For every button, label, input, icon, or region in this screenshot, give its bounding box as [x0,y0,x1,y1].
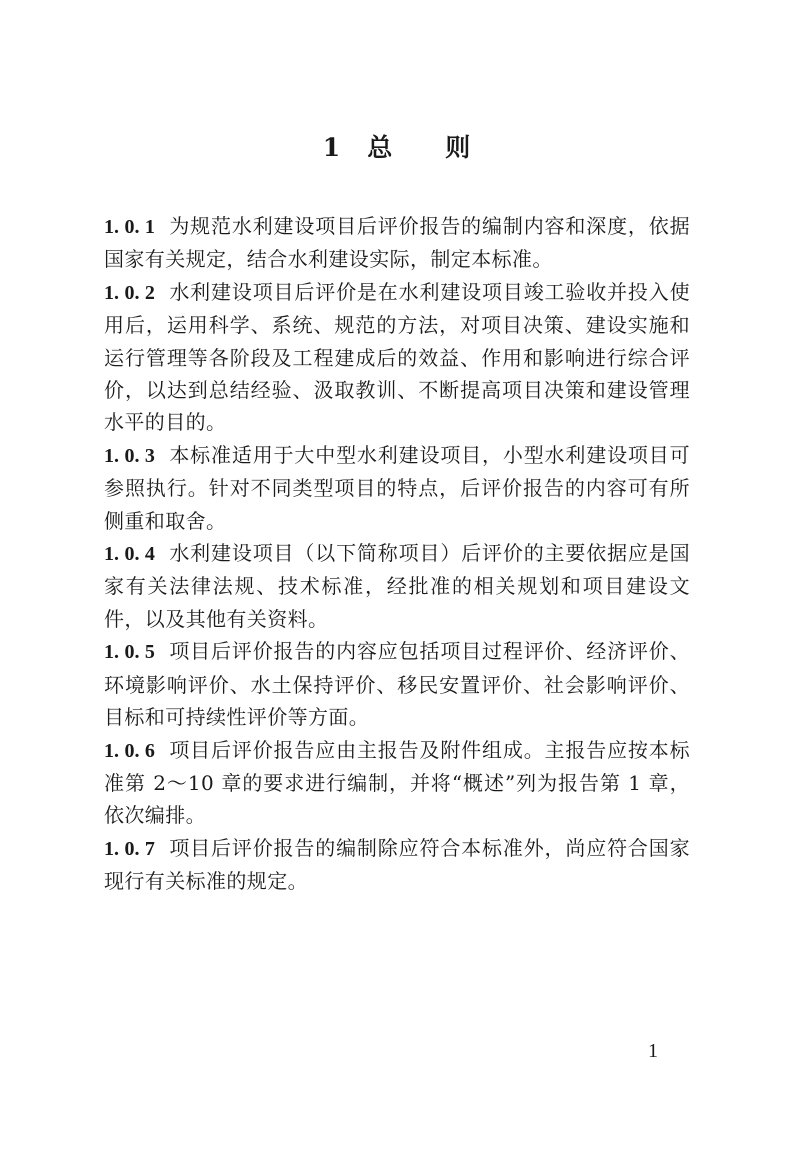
clause-1-0-7 [104,832,690,898]
clause-number: 1. 0. 6 [104,739,155,762]
clause-1-0-6 [104,734,690,832]
chapter-number: 1 [322,133,342,162]
chapter-title-text: 总 则 [367,133,472,162]
clause-number: 1. 0. 7 [104,837,155,860]
clause-1-0-2 [104,276,690,439]
clause-number: 1. 0. 2 [104,281,155,304]
clause-1-0-4 [104,537,690,635]
clause-text: 项目后评价报告应由主报告及附件组成。主报告应按本标准第 2～10 章的要求进行编制，并将“概述”列为报告第 1 章，依次编排。 [104,737,691,828]
clause-text: 为规范水利建设项目后评价报告的编制内容和深度，依据国家有关规定，结合水利建设实际，制定本标准。 [104,214,691,272]
clause-number: 1. 0. 5 [104,641,155,664]
clause-text: 水利建设项目后评价是在水利建设项目竣工验收并投入使用后，运用科学、系统、规范的方法，对项目决策、建设实施和运行管理等各阶段及工程建成后的效益、作用和影响进行综合评价，以达到总结经验、汲取教训、不断提高项目决策和建设管理水平的目的。 [104,279,691,435]
clause-number: 1. 0. 4 [104,543,155,566]
clause-list [104,210,690,898]
clause-text: 本标准适用于大中型水利建设项目，小型水利建设项目可参照执行。针对不同类型项目的特点，后评价报告的内容可有所侧重和取舍。 [104,442,691,533]
clause-text: 项目后评价报告的内容应包括项目过程评价、经济评价、环境影响评价、水土保持评价、移民安置评价、社会影响评价、目标和可持续性评价等方面。 [104,639,691,730]
clause-text: 项目后评价报告的编制除应符合本标准外，尚应符合国家现行有关标准的规定。 [104,835,691,894]
clause-number: 1. 0. 1 [104,216,155,238]
clause-1-0-5 [104,635,690,733]
clause-number: 1. 0. 3 [104,444,155,467]
clause-text: 水利建设项目（以下简称项目）后评价的主要依据应是国家有关法律法规、技术标准，经批准的相关规划和项目建设文件，以及其他有关资料。 [104,541,691,631]
clause-1-0-3 [104,439,690,537]
clause-1-0-1 [104,210,690,276]
chapter-title [0,128,794,164]
page-number: 1 [648,1040,658,1062]
